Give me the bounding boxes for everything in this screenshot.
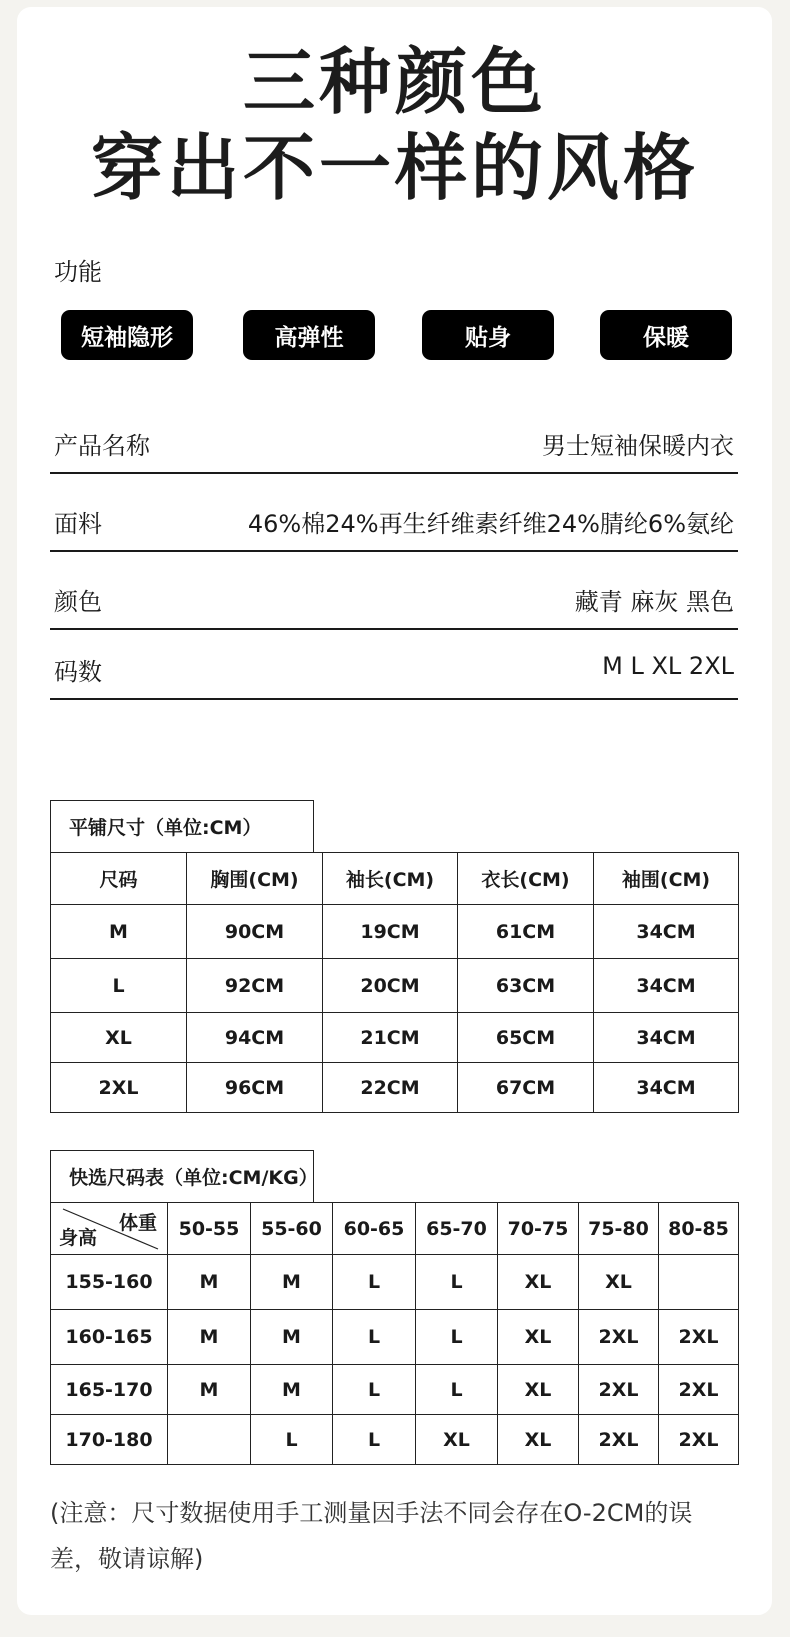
- table-cell: 63CM: [458, 959, 594, 1013]
- header-cell: 尺码: [51, 853, 187, 905]
- table-cell: 2XL: [579, 1310, 659, 1365]
- table-cell: 2XL: [659, 1415, 739, 1465]
- table-cell: M: [251, 1310, 333, 1365]
- spec-key: 产品名称: [54, 432, 150, 460]
- table-cell: XL: [498, 1310, 579, 1365]
- features-label: 功能: [54, 258, 102, 286]
- header-cell: 50-55: [168, 1203, 251, 1255]
- table-row: [51, 1415, 739, 1465]
- table-cell: L: [333, 1255, 416, 1310]
- header-cell: 胸围(CM): [187, 853, 323, 905]
- table-cell: 19CM: [323, 905, 458, 959]
- table-row: [51, 905, 739, 959]
- table-cell: XL: [51, 1013, 187, 1063]
- header-cell: 55-60: [251, 1203, 333, 1255]
- spec-value: 46%棉24%再生纤维素纤维24%腈纶6%氨纶: [247, 510, 734, 538]
- table-cell: 170-180: [51, 1415, 168, 1465]
- table-cell: M: [168, 1310, 251, 1365]
- spec-value: 藏青 麻灰 黑色: [574, 588, 734, 616]
- feature-tag: 高弹性: [243, 310, 375, 360]
- table-cell: XL: [579, 1255, 659, 1310]
- table-cell: 165-170: [51, 1365, 168, 1415]
- table-cell: [168, 1415, 251, 1465]
- header-cell: 70-75: [498, 1203, 579, 1255]
- table-cell: 34CM: [594, 1013, 739, 1063]
- table-cell: 67CM: [458, 1063, 594, 1113]
- table-cell: XL: [498, 1365, 579, 1415]
- spec-row-color: [50, 582, 738, 630]
- table-cell: 94CM: [187, 1013, 323, 1063]
- table-cell: L: [51, 959, 187, 1013]
- spec-key: 码数: [54, 658, 102, 686]
- table-cell: L: [251, 1415, 333, 1465]
- height-label: 身高: [59, 1227, 98, 1249]
- header-cell: 袖长(CM): [323, 853, 458, 905]
- table-header-row: [51, 1203, 739, 1255]
- weight-label: 体重: [118, 1212, 157, 1234]
- table-cell: M: [51, 905, 187, 959]
- table-cell: 90CM: [187, 905, 323, 959]
- table-cell: 20CM: [323, 959, 458, 1013]
- table-cell: L: [333, 1365, 416, 1415]
- table-cell: M: [251, 1255, 333, 1310]
- table-cell: 2XL: [659, 1310, 739, 1365]
- header-cell: 80-85: [659, 1203, 739, 1255]
- table-cell: M: [251, 1365, 333, 1415]
- table-cell: XL: [498, 1415, 579, 1465]
- quick-size-table: [50, 1202, 739, 1465]
- table-cell: 21CM: [323, 1013, 458, 1063]
- spec-row-size: [50, 652, 738, 700]
- table-cell: 155-160: [51, 1255, 168, 1310]
- table-cell: 2XL: [659, 1365, 739, 1415]
- table-cell: 96CM: [187, 1063, 323, 1113]
- header-cell: 65-70: [416, 1203, 498, 1255]
- headline-line1: 三种颜色: [242, 40, 547, 124]
- header-cell: 75-80: [579, 1203, 659, 1255]
- table-cell: L: [333, 1310, 416, 1365]
- measurement-note: (注意：尺寸数据使用手工测量因手法不同会存在O-2CM的误差，敬请谅解): [50, 1499, 693, 1573]
- feature-tag: 保暖: [600, 310, 732, 360]
- table-cell: M: [168, 1365, 251, 1415]
- table-row: [51, 959, 739, 1013]
- spec-row-product-name: [50, 426, 738, 474]
- flat-table-caption: 平铺尺寸（单位:CM）: [50, 800, 314, 852]
- table-row: [51, 1255, 739, 1310]
- spec-value: 男士短袖保暖内衣: [542, 432, 734, 460]
- table-cell: 34CM: [594, 1063, 739, 1113]
- headline-line2: 穿出不一样的风格: [90, 126, 699, 210]
- table-cell: 2XL: [579, 1415, 659, 1465]
- spec-key: 颜色: [54, 588, 102, 616]
- table-cell: 34CM: [594, 905, 739, 959]
- feature-tag: 短袖隐形: [61, 310, 193, 360]
- spec-key: 面料: [54, 510, 102, 538]
- table-row: [51, 1063, 739, 1113]
- table-cell: 61CM: [458, 905, 594, 959]
- table-cell: L: [416, 1310, 498, 1365]
- spec-row-fabric: [50, 504, 738, 552]
- table-row: [51, 1013, 739, 1063]
- table-cell: [659, 1255, 739, 1310]
- table-cell: 160-165: [51, 1310, 168, 1365]
- table-cell: L: [416, 1365, 498, 1415]
- table-row: [51, 1310, 739, 1365]
- table-cell: XL: [498, 1255, 579, 1310]
- table-header-row: [51, 853, 739, 905]
- quick-table-caption: 快选尺码表（单位:CM/KG）: [50, 1150, 314, 1202]
- table-row: [51, 1365, 739, 1415]
- header-cell: 袖围(CM): [594, 853, 739, 905]
- table-cell: L: [416, 1255, 498, 1310]
- feature-tag: 贴身: [422, 310, 554, 360]
- flat-size-table: [50, 852, 739, 1113]
- table-cell: 34CM: [594, 959, 739, 1013]
- table-cell: 92CM: [187, 959, 323, 1013]
- header-cell: 衣长(CM): [458, 853, 594, 905]
- table-cell: XL: [416, 1415, 498, 1465]
- table-cell: L: [333, 1415, 416, 1465]
- table-cell: 2XL: [51, 1063, 187, 1113]
- table-cell: 2XL: [579, 1365, 659, 1415]
- spec-value: M L XL 2XL: [602, 652, 734, 680]
- header-cell: 60-65: [333, 1203, 416, 1255]
- table-cell: M: [168, 1255, 251, 1310]
- table-cell: 22CM: [323, 1063, 458, 1113]
- table-cell: 65CM: [458, 1013, 594, 1063]
- corner-cell: [51, 1203, 168, 1255]
